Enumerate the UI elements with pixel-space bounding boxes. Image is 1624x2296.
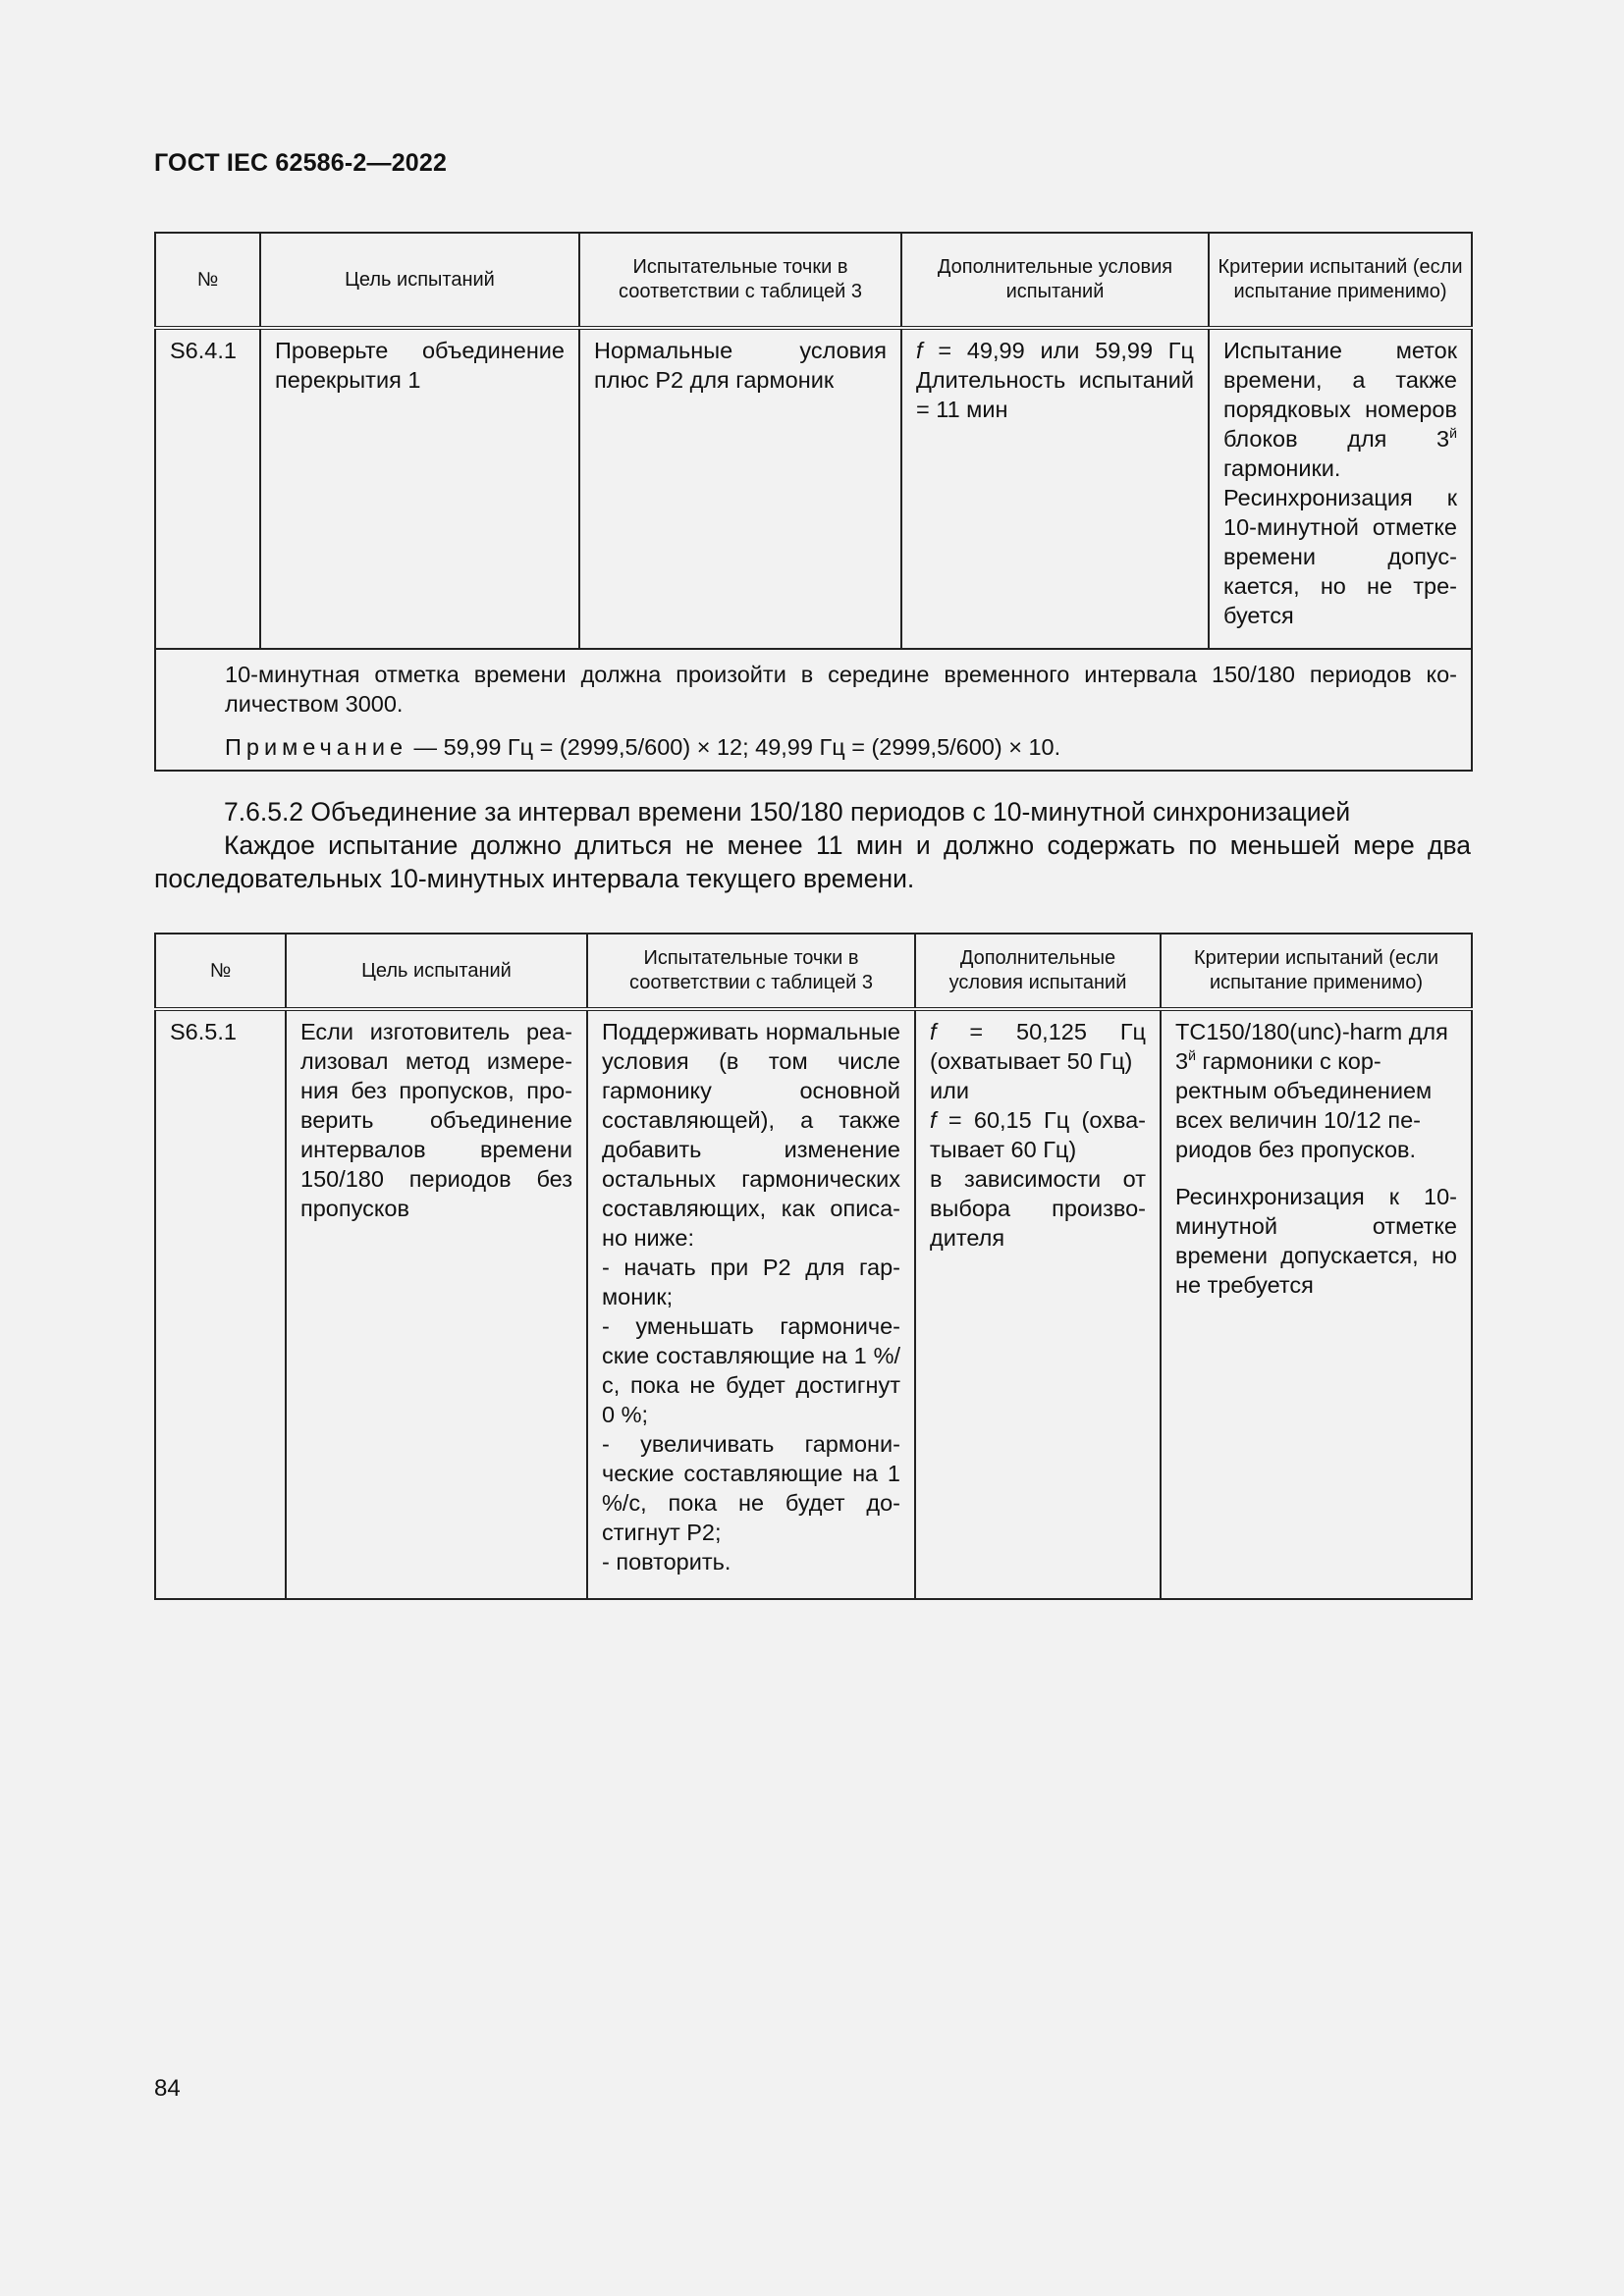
condition-50hz-text: = 50,125 Гц (охватывает 50 Гц) [930,1019,1146,1074]
header-points: Испытательные точки в соответствии с таблицей 3 [587,934,915,1009]
cell-goal: Если изготовитель реализовал метод измерения без пропусков, проверить объединение интервалов времени 150/180 периодов без пропусков [286,1009,587,1599]
header-points: Испытательные точки в соответствии с таблицей 3 [579,233,901,328]
cell-criteria [1209,328,1472,649]
condition-choice: в зависимости от выбора производителя [930,1166,1146,1251]
cell-criteria [1161,1009,1472,1599]
test-table-s6-4 [154,232,1473,772]
freq-symbol: f [930,1107,937,1133]
cell-points: Нормальные условия плюс Р2 для гармоник [579,328,901,649]
section-7-6-5-2 [154,795,1471,895]
cell-goal: Проверьте объединение перекрытия 1 [260,328,579,649]
conditions-text: = 49,99 или 59,99 Гц Длительность испытаний = 11 мин [916,338,1194,422]
condition-50hz [930,1017,1146,1076]
header-goal: Цель испытаний [286,934,587,1009]
table-header-row [155,934,1472,1009]
condition-or: или [930,1078,969,1103]
note-label: Примечание [225,734,408,760]
condition-60hz-text: = 60,15 Гц (охватывает 60 Гц) [930,1107,1146,1162]
page-number: 84 [154,2075,181,2102]
spacer [1175,1164,1457,1182]
document-header: ГОСТ IEC 62586-2—2022 [154,149,448,177]
header-conditions: Дополнительные условия испытаний [915,934,1161,1009]
points-step: - повторить. [602,1549,731,1575]
test-table-s6-5 [154,933,1473,1600]
table-note [225,732,1457,762]
criteria-text-b: гармоники с корректным объединением всех величин 10/12 периодов без пропусков. [1175,1048,1433,1162]
table-row [155,1009,1472,1599]
points-step: - начать при Р2 для гармоник; [602,1255,900,1309]
cell-conditions [915,1009,1161,1599]
criteria-text-a: Испытание меток времени, а также порядковых номеров блоков для 3 [1223,338,1457,452]
points-step: - увеличивать гармонические составляющие на 1 %/с, пока не будет достигнут Р2; [602,1431,900,1545]
header-criteria: Критерии испытаний (если испытание применимо) [1209,233,1472,328]
table-footnote-row [155,649,1472,771]
criteria-superscript: й [1188,1047,1196,1064]
points-intro: Поддерживать нормальные условия (в том числе гармонику основной составляющей), а также добавить изменение остальных гармонических составляющих, как описано ниже: [602,1019,900,1251]
criteria-superscript: й [1449,425,1457,442]
freq-symbol: f [916,338,923,363]
criteria-part-2: Ресинхронизация к 10-минутной отметке времени допускается, но не требуется [1175,1184,1457,1298]
header-num: № [155,934,286,1009]
condition-60hz [930,1105,1146,1164]
footnote-text: 10-минутная отметка времени должна произойти в середине временного интервала 150/180 периодов количеством 3000. [225,662,1457,717]
section-heading: 7.6.5.2 Объединение за интервал времени 150/180 периодов с 10-минутной синхронизацией [224,797,1351,827]
table-header-row [155,233,1472,328]
cell-conditions [901,328,1209,649]
criteria-text-a: ТС150/180(unc)-harm для 3 [1175,1019,1448,1074]
note-text: — 59,99 Гц = (2999,5/600) × 12; 49,99 Гц = (2999,5/600) × 10. [407,734,1061,760]
header-goal: Цель испытаний [260,233,579,328]
table-footnote [155,649,1472,771]
section-text: Каждое испытание должно длиться не менее 11 мин и должно содержать по меньшей мере два последовательных 10-минутных интервала текущего времени. [154,830,1471,893]
cell-num: S6.4.1 [155,328,260,649]
criteria-text-b: гармоники. Ресинхронизация к 10-минутной отметке времени допускается, но не требуется [1223,455,1457,628]
freq-symbol: f [930,1019,937,1044]
header-criteria: Критерии испытаний (если испытание применимо) [1161,934,1472,1009]
cell-num: S6.5.1 [155,1009,286,1599]
header-num: № [155,233,260,328]
header-conditions: Дополнительные условия испытаний [901,233,1209,328]
criteria-part-1 [1175,1017,1457,1164]
cell-points [587,1009,915,1599]
points-step: - уменьшать гармонические составляющие на 1 %/с, пока не будет достигнут 0 %; [602,1313,900,1427]
table-row [155,328,1472,649]
